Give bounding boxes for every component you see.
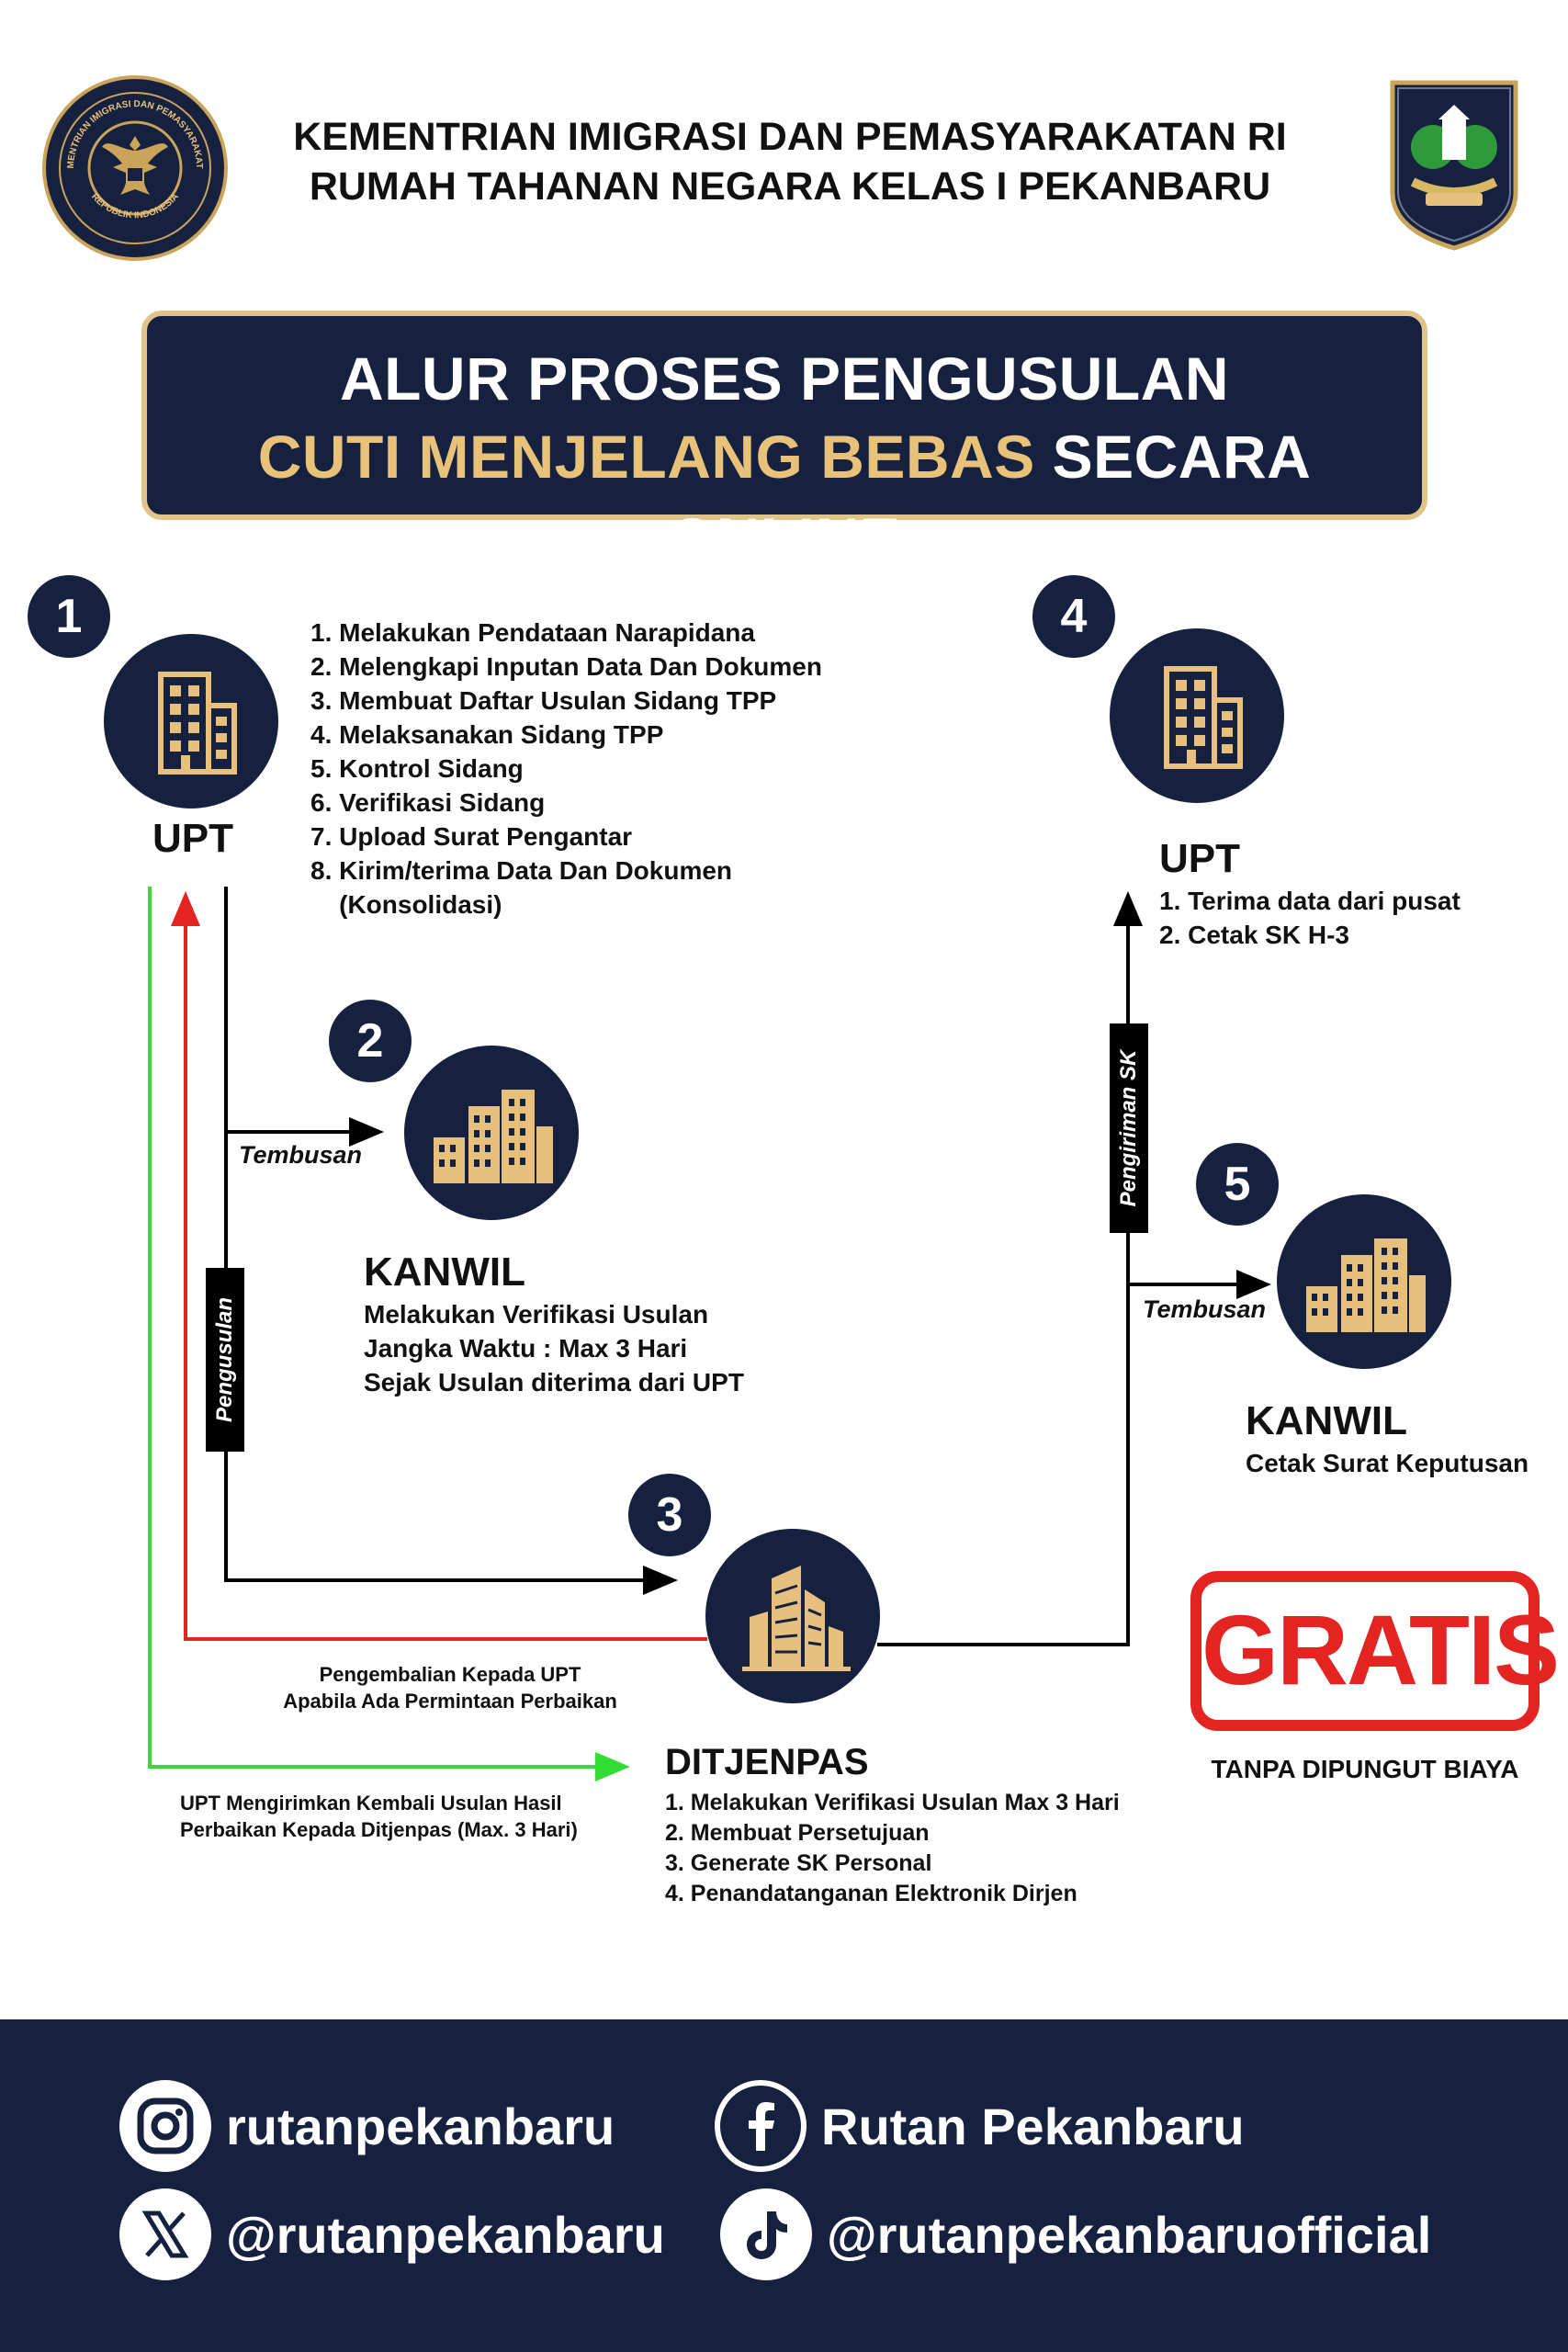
header-line-2: RUMAH TAHANAN NEGARA KELAS I PEKANBARU: [309, 164, 1271, 209]
return-note: [248, 1661, 652, 1714]
upt-4-steps: [1159, 884, 1461, 952]
node-ditjenpas-3: [705, 1529, 880, 1703]
edge-label-pengiriman-sk: Pengiriman SK: [1110, 1023, 1148, 1233]
facebook-icon: [715, 2080, 807, 2172]
node-upt-4: [1110, 628, 1284, 803]
logo-ring-text-bottom: REPUBLIK INDONESIA: [89, 191, 181, 221]
upt-1-steps: [310, 616, 822, 922]
node-label-kanwil-2: KANWIL: [364, 1250, 525, 1295]
title-highlight: CUTI MENJELANG BEBAS: [257, 423, 1035, 491]
note-line: Perbaikan Kepada Ditjenpas (Max. 3 Hari): [180, 1818, 578, 1841]
list-item: 1. Melakukan Pendataan Narapidana: [310, 618, 755, 647]
list-item: 4. Melaksanakan Sidang TPP: [310, 720, 664, 749]
description-line: Melakukan Verifikasi Usulan: [364, 1300, 709, 1329]
social-text: rutanpekanbaru: [226, 2097, 615, 2155]
header-line-1: KEMENTRIAN IMIGRASI DAN PEMASYARAKATAN RI: [293, 115, 1287, 159]
arrowhead-to-ditjenpas: [643, 1566, 678, 1595]
social-text: @rutanpekanbaruofficial: [827, 2205, 1432, 2264]
step-number-4: 4: [1032, 575, 1115, 658]
social-text: @rutanpekanbaru: [226, 2205, 665, 2264]
node-label-kanwil-5: KANWIL: [1246, 1398, 1407, 1443]
arrowhead-to-upt-4: [1113, 891, 1143, 926]
list-item: 3. Membuat Daftar Usulan Sidang TPP: [310, 686, 777, 715]
resubmit-note: [180, 1790, 578, 1843]
gratis-stamp: GRATIS: [1190, 1571, 1540, 1731]
list-item: 3. Generate SK Personal: [665, 1850, 932, 1876]
list-item: (Konsolidasi): [310, 890, 502, 919]
social-x[interactable]: [119, 2188, 665, 2280]
building-icon: [1110, 628, 1284, 803]
node-kanwil-5: [1277, 1194, 1451, 1369]
note-line: UPT Mengirimkan Kembali Usulan Hasil: [180, 1792, 562, 1815]
skyscraper-icon: [705, 1529, 880, 1703]
social-facebook[interactable]: [715, 2080, 1245, 2172]
list-item: 5. Kontrol Sidang: [310, 754, 524, 783]
step-number-2: 2: [329, 1000, 412, 1082]
edge-label-pengusulan: Pengusulan: [206, 1268, 244, 1452]
step-number-5: 5: [1196, 1143, 1279, 1226]
ditjenpas-3-steps: [665, 1788, 1120, 1909]
building-icon: [104, 634, 278, 808]
flow-line-to-upt-4: [877, 926, 1128, 1645]
footer-social-bar: [0, 2019, 1568, 2352]
list-item: 2. Membuat Persetujuan: [665, 1820, 930, 1846]
node-kanwil-2: [404, 1046, 579, 1220]
node-label-upt-4: UPT: [1159, 836, 1240, 881]
list-item: 2. Cetak SK H-3: [1159, 921, 1349, 949]
description-line: Cetak Surat Keputusan: [1246, 1449, 1529, 1477]
office-buildings-icon: [404, 1046, 579, 1220]
description-line: Jangka Waktu : Max 3 Hari: [364, 1334, 688, 1363]
office-buildings-icon: [1277, 1194, 1451, 1369]
edge-label-tembusan-1: Tembusan: [239, 1141, 363, 1169]
node-upt-1: [104, 634, 278, 808]
gratis-subtitle: TANPA DIPUNGUT BIAYA: [1211, 1755, 1519, 1783]
step-number-1: 1: [28, 575, 110, 658]
list-item: 2. Melengkapi Inputan Data Dan Dokumen: [310, 652, 822, 681]
step-number-3: 3: [628, 1474, 711, 1556]
list-item: 6. Verifikasi Sidang: [310, 788, 546, 817]
title-rest: SECARA ONLINE: [668, 423, 1312, 573]
arrowhead-resubmit-ditjenpas: [595, 1752, 630, 1781]
list-item: 4. Penandatanganan Elektronik Dirjen: [665, 1881, 1077, 1906]
kanwil-5-description: [1246, 1446, 1529, 1480]
note-line: Pengembalian Kepada UPT: [319, 1663, 581, 1686]
title-line-1: ALUR PROSES PENGUSULAN: [339, 345, 1230, 413]
list-item: 1. Melakukan Verifikasi Usulan Max 3 Hari: [665, 1790, 1120, 1815]
social-tiktok[interactable]: [720, 2188, 1431, 2280]
list-item: 7. Upload Surat Pengantar: [310, 822, 633, 851]
description-line: Sejak Usulan diterima dari UPT: [364, 1368, 744, 1396]
arrowhead-return-upt: [171, 891, 200, 926]
tiktok-icon: [720, 2188, 812, 2280]
logo-ring-text-top: MENTRIAN IMIGRASI DAN PEMASYARAKAT: [65, 98, 205, 169]
flow-line-upt-down: [226, 887, 643, 1580]
node-label-upt-1: UPT: [152, 816, 233, 861]
kanwil-2-description: [364, 1297, 744, 1399]
instagram-icon: [119, 2080, 211, 2172]
node-label-ditjenpas-3: DITJENPAS: [665, 1742, 869, 1782]
list-item: 1. Terima data dari pusat: [1159, 887, 1461, 915]
note-line: Apabila Ada Permintaan Perbaikan: [283, 1690, 617, 1713]
social-text: Rutan Pekanbaru: [821, 2097, 1245, 2155]
edge-label-tembusan-2: Tembusan: [1143, 1295, 1267, 1323]
social-instagram[interactable]: [119, 2080, 615, 2172]
x-twitter-icon: [119, 2188, 211, 2280]
list-item: 8. Kirim/terima Data Dan Dokumen: [310, 856, 733, 885]
